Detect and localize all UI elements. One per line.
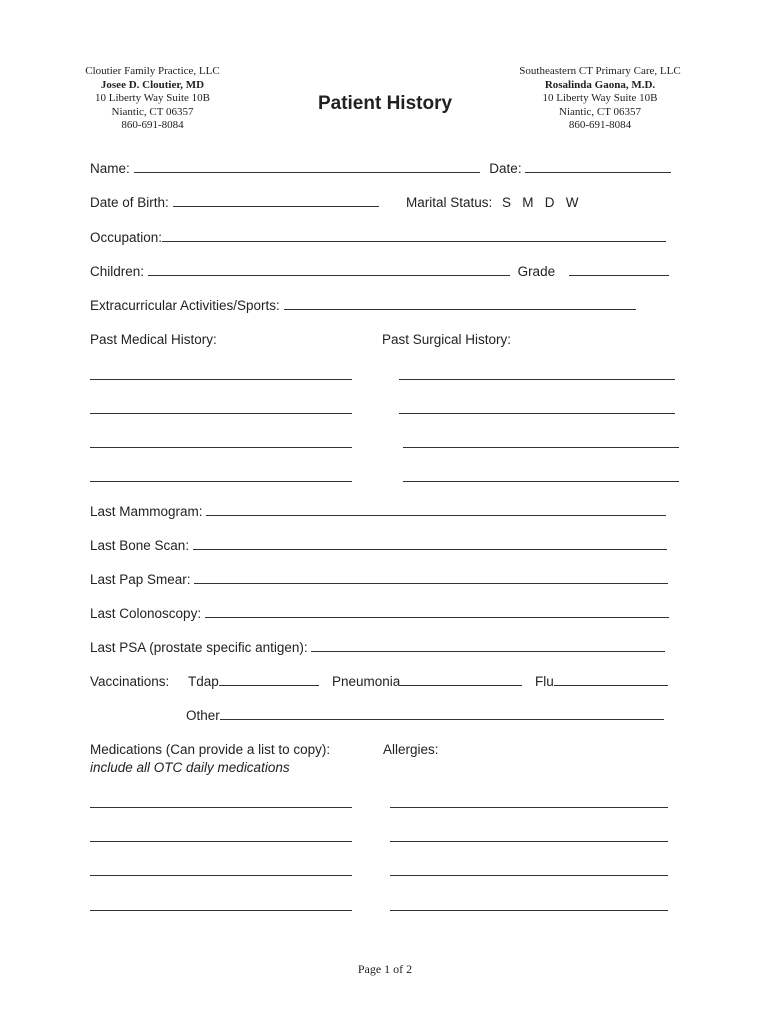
- colonoscopy-label: Last Colonoscopy:: [90, 606, 202, 621]
- mammogram-field[interactable]: [206, 503, 666, 516]
- allergies-line[interactable]: [390, 806, 668, 808]
- bone-scan-field[interactable]: [193, 537, 667, 550]
- medications-note: include all OTC daily medications: [90, 760, 290, 775]
- medications-line[interactable]: [90, 840, 352, 842]
- tdap-row: [188, 673, 319, 691]
- address-line-1: 10 Liberty Way Suite 10B: [542, 92, 658, 104]
- extracurricular-label: Extracurricular Activities/Sports:: [90, 298, 280, 313]
- vaccinations-label: Vaccinations:: [90, 674, 170, 689]
- practice-name: Cloutier Family Practice, LLC: [85, 65, 220, 77]
- tdap-field[interactable]: [219, 673, 319, 686]
- past-surgical-line[interactable]: [403, 446, 679, 448]
- pap-smear-row: [90, 571, 668, 589]
- pap-smear-field[interactable]: [194, 571, 668, 584]
- marital-options[interactable]: S M D W: [502, 195, 579, 210]
- address-line-1: 10 Liberty Way Suite 10B: [94, 92, 210, 104]
- doctor-name: Josee D. Cloutier, MD: [100, 78, 205, 91]
- flu-label: Flu: [535, 674, 554, 689]
- grade-label: Grade: [517, 264, 556, 279]
- medications-line[interactable]: [90, 909, 352, 911]
- grade-field[interactable]: [569, 263, 669, 276]
- past-medical-line[interactable]: [90, 480, 352, 482]
- doctor-name: Rosalinda Gaona, M.D.: [544, 78, 656, 91]
- occupation-row: [90, 229, 666, 247]
- flu-field[interactable]: [554, 673, 668, 686]
- past-surgical-line[interactable]: [399, 378, 675, 380]
- dob-label: Date of Birth:: [90, 195, 169, 210]
- name-field[interactable]: [134, 160, 480, 173]
- name-label: Name:: [90, 161, 130, 176]
- children-field[interactable]: [148, 263, 510, 276]
- pneumonia-label: Pneumonia: [332, 674, 401, 689]
- date-field[interactable]: [525, 160, 671, 173]
- occupation-label: Occupation:: [90, 230, 163, 245]
- marital-row: [406, 194, 579, 212]
- pap-smear-label: Last Pap Smear:: [90, 572, 191, 587]
- dob-row: [90, 194, 379, 212]
- tdap-label: Tdap: [188, 674, 219, 689]
- medications-line[interactable]: [90, 806, 352, 808]
- past-medical-line[interactable]: [90, 378, 352, 380]
- other-field[interactable]: [220, 707, 664, 720]
- other-label: Other: [186, 708, 220, 723]
- dob-field[interactable]: [173, 194, 379, 207]
- practice-name: Southeastern CT Primary Care, LLC: [519, 65, 681, 77]
- practice-header-right: [505, 65, 695, 133]
- practice-header-left: [70, 65, 235, 133]
- occupation-field[interactable]: [162, 229, 666, 242]
- page-title: Patient History: [317, 93, 453, 114]
- flu-row: [535, 673, 668, 691]
- phone-number: 860-691-8084: [121, 119, 184, 131]
- colonoscopy-field[interactable]: [205, 605, 669, 618]
- extracurricular-field[interactable]: [284, 297, 636, 310]
- mammogram-row: [90, 503, 666, 521]
- marital-label: Marital Status:: [406, 195, 493, 210]
- past-medical-line[interactable]: [90, 412, 352, 414]
- allergies-line[interactable]: [390, 909, 668, 911]
- extracurricular-row: [90, 297, 636, 315]
- past-medical-line[interactable]: [90, 446, 352, 448]
- address-line-2: Niantic, CT 06357: [559, 105, 641, 118]
- psa-row: [90, 639, 665, 657]
- psa-field[interactable]: [311, 639, 665, 652]
- medications-line[interactable]: [90, 874, 352, 876]
- medications-label: Medications (Can provide a list to copy):: [90, 742, 331, 757]
- name-row: [90, 160, 671, 178]
- page-number: Page 1 of 2: [357, 962, 413, 976]
- allergies-line[interactable]: [390, 874, 668, 876]
- phone-number: 860-691-8084: [568, 119, 632, 131]
- pneumonia-field[interactable]: [400, 673, 522, 686]
- children-row: [90, 263, 669, 281]
- children-label: Children:: [90, 264, 145, 279]
- past-surgical-line[interactable]: [403, 480, 679, 482]
- past-surgical-label: Past Surgical History:: [382, 332, 512, 347]
- past-surgical-line[interactable]: [399, 412, 675, 414]
- bone-scan-row: [90, 537, 667, 555]
- mammogram-label: Last Mammogram:: [90, 504, 203, 519]
- address-line-2: Niantic, CT 06357: [111, 105, 194, 118]
- psa-label: Last PSA (prostate specific antigen):: [90, 640, 308, 655]
- allergies-label: Allergies:: [383, 742, 439, 757]
- bone-scan-label: Last Bone Scan:: [90, 538, 190, 553]
- date-label: Date:: [489, 161, 522, 176]
- past-medical-label: Past Medical History:: [90, 332, 217, 347]
- pneumonia-row: [332, 673, 522, 691]
- colonoscopy-row: [90, 605, 669, 623]
- other-vaccination-row: [186, 707, 664, 725]
- allergies-line[interactable]: [390, 840, 668, 842]
